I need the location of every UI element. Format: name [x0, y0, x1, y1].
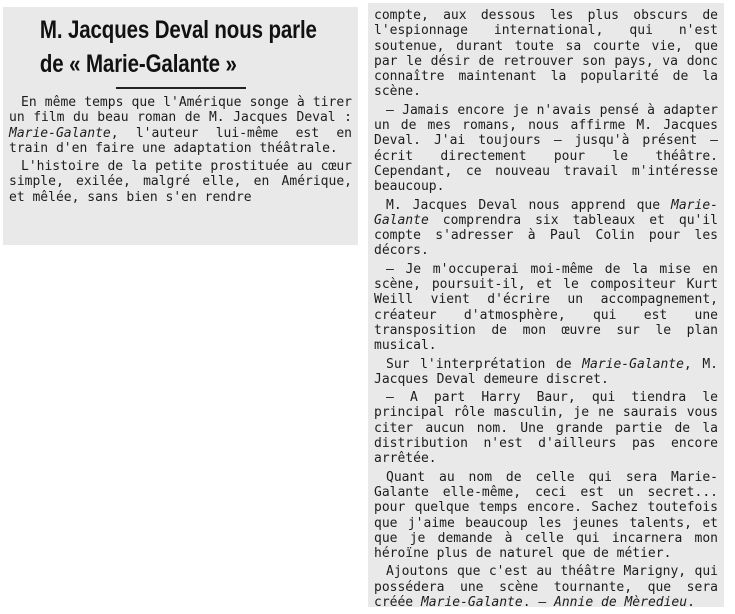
- paragraph-continuation: compte, aux dessous les plus obscurs de l'espionnage international, qui n'est soutenue, durant toute sa courte vie, que par le désir de retrouver son pays, va donc connaître maintenant la popularité de la scène.: [374, 8, 718, 100]
- paragraph-tableaux: M. Jacques Deval nous apprend que Marie-Galante comprendra six tableaux et qu'il compte s'adresser à Paul Colin pour les décors.: [374, 197, 718, 259]
- article-headline: [40, 13, 321, 81]
- paragraph-quote-staging: — Je m'occuperai moi-même de la mise en scène, poursuit-il, et le compositeur Kurt Weill vient d'écrire un accompagnement, créateur d'atmosphère, qui est une transposition de mon œuvre sur le plan musical.: [374, 261, 718, 354]
- right-body-text: [374, 8, 718, 610]
- right-column-clipping: [368, 3, 724, 610]
- paragraph-secret: Quant au nom de celle qui sera Marie-Galante elle-même, ceci est un secret... pour quelque temps encore. Sachez toutefois que j'aime beaucoup les jeunes talents, et que je demande à celle qui incarnera mon héroïne plus de naturel que de métier.: [374, 469, 718, 562]
- paragraph-closing: Ajoutons que c'est au théâtre Marigny, qui possédera une scène tournante, que sera créée Marie-Galante. — Annie de Mèredieu.: [374, 564, 718, 610]
- headline-line-1: M. Jacques Deval nous parle: [39, 16, 317, 44]
- paragraph-interpretation: Sur l'interprétation de Marie-Galante, M. Jacques Deval demeure discret.: [374, 356, 719, 387]
- headline-line-2: de « Marie-Galante »: [39, 50, 237, 78]
- paragraph-quote-adaptation: — Jamais encore je n'avais pensé à adapter un de mes romans, nous affirme M. Jacques Deval. J'ai toujours — jusqu'à présent — écrit directement pour le théâtre. Cependant, ce nouveau travail m'intéresse beaucoup.: [374, 102, 718, 195]
- left-column-clipping: [3, 7, 358, 245]
- headline-rule: [116, 87, 246, 89]
- paragraph-story: L'histoire de la petite prostituée au cœur simple, exilée, malgré elle, en Amérique, et mêlée, sans bien s'en rendre: [9, 159, 352, 205]
- paragraph-quote-cast: — A part Harry Baur, qui tiendra le principal rôle masculin, je ne saurais vous citer aucun nom. Une grande partie de la distribution n'est d'ailleurs pas encore arrêtée.: [374, 390, 718, 467]
- paragraph-intro: En même temps que l'Amérique songe à tirer un film du beau roman de M. Jacques Deval : Marie-Galante, l'auteur lui-même est en train d'en faire une adaptation théâtrale.: [9, 95, 352, 156]
- left-body-text: [9, 95, 352, 205]
